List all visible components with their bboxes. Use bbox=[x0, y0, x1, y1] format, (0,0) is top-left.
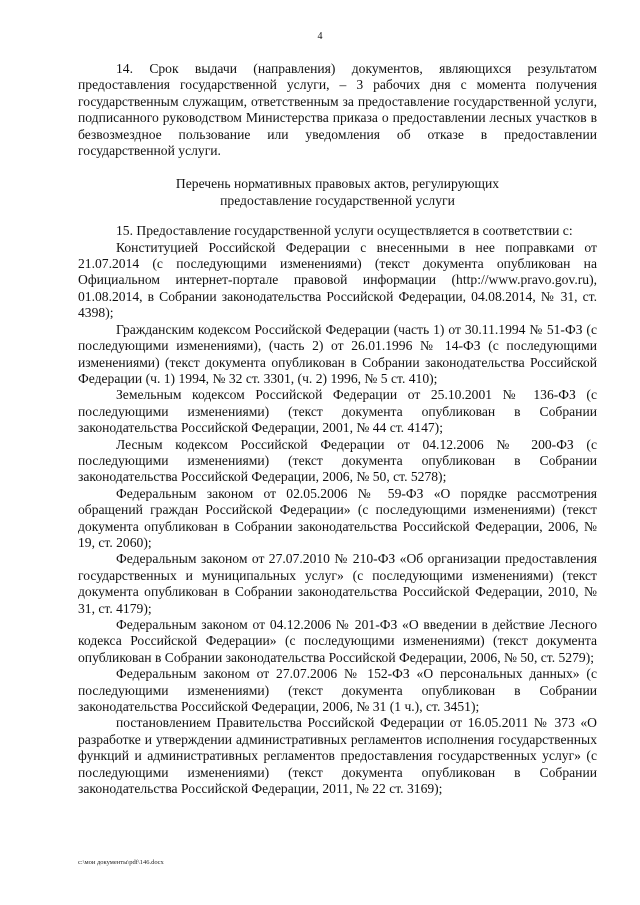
paragraph-14: 14. Срок выдачи (направления) документов, являющихся результатом предоставления государственной услуги, – 3 рабочих дня с момента получения государственным служащим, ответственным за предоставление государственной услуги, подписанного руководством Министерства приказа о предоставлении лесных участков в безвозмездное пользование или уведомления об отказе в предоставлении государственной услуги. bbox=[78, 61, 597, 159]
page-number: 4 bbox=[317, 31, 323, 42]
section-heading-line-1: Перечень нормативных правовых актов, регулирующих bbox=[175, 176, 500, 192]
act-forest-code: Лесным кодексом Российской Федерации от 04.12.2006 № 200-ФЗ (с последующими изменениями) (текст документа опубликован в Собрании законодательства Российской Федерации, 2006, № 50, ст. 5278); bbox=[78, 436, 597, 485]
spacer bbox=[78, 209, 597, 223]
footer-file-path: c:\мои документы\pdf\146.docx bbox=[78, 859, 164, 866]
act-resolution-373: постановлением Правительства Российской Федерации от 16.05.2011 № 373 «О разработке и утверждении административных регламентов исполнения государственных функций и административных регламентов предоставления государственных услуг» (с последующими изменениями) (текст документа опубликован в Собрании законодательства Российской Федерации, 2011, № 22 ст. 3169); bbox=[78, 715, 597, 797]
document-body bbox=[78, 61, 597, 797]
section-heading-line-2: предоставление государственной услуги bbox=[220, 192, 455, 208]
spacer bbox=[78, 159, 597, 176]
section-heading bbox=[78, 176, 597, 209]
act-law-210: Федеральным законом от 27.07.2010 № 210-ФЗ «Об организации предоставления государственных и муниципальных услуг» (с последующими изменениями) (текст документа опубликован в Собрании законодательства Российской Федерации, 2010, № 31, ст. 4179); bbox=[78, 551, 597, 616]
act-law-152: Федеральным законом от 27.07.2006 № 152-ФЗ «О персональных данных» (с последующими изменениями) (текст документа опубликован в Собрании законодательства Российской Федерации, 2006, № 31 (1 ч.), ст. 3451); bbox=[78, 666, 597, 715]
act-law-59: Федеральным законом от 02.05.2006 № 59-ФЗ «О порядке рассмотрения обращений граждан Российской Федерации» (с последующими изменениями) (текст документа опубликован в Собрании законодательства Российской Федерации, 2006, № 19, ст. 2060); bbox=[78, 485, 597, 550]
act-land-code: Земельным кодексом Российской Федерации от 25.10.2001 № 136-ФЗ (с последующими изменениями) (текст документа опубликован в Собрании законодательства Российской Федерации, 2001, № 44 ст. 4147); bbox=[78, 387, 597, 436]
act-civil-code: Гражданским кодексом Российской Федерации (часть 1) от 30.11.1994 № 51-ФЗ (с последующими изменениями), (часть 2) от 26.01.1996 № 14-ФЗ (с последующими изменениями) (текст документа опубликован в Собрании законодательства Российской Федерации (ч. 1) 1994, № 32 ст. 3301, (ч. 2) 1996, № 5 ст. 410); bbox=[78, 321, 597, 386]
act-constitution: Конституцией Российской Федерации с внесенными в нее поправками от 21.07.2014 (с последующими изменениями) (текст документа опубликован на Официальном интернет-портале правовой информации (http://www.pravo.gov.ru), 01.08.2014, в Собрании законодательства Российской Федерации, 04.08.2014, № 31, ст. 4398); bbox=[78, 239, 597, 321]
paragraph-15: 15. Предоставление государственной услуги осуществляется в соответствии с: bbox=[116, 223, 573, 239]
act-law-201: Федеральным законом от 04.12.2006 № 201-ФЗ «О введении в действие Лесного кодекса Российской Федерации» (с последующими изменениями) (текст документа опубликован в Собрании законодательства Российской Федерации, 2006, № 50, ст. 5279); bbox=[78, 617, 597, 665]
